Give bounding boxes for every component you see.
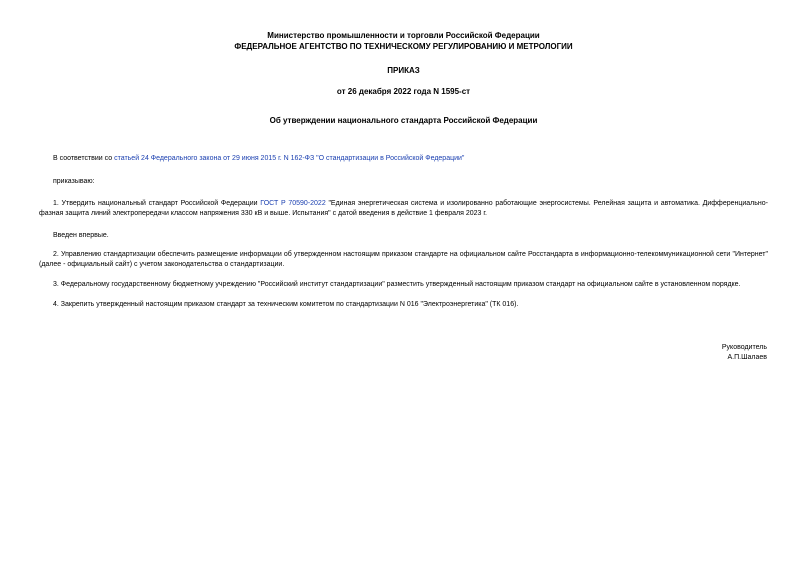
law-link[interactable]: статьей 24 Федерального закона от 29 июня 2015 г. N 162-ФЗ "О стандартизации в Российской Федерации" xyxy=(114,155,465,162)
paragraph-order: приказываю: xyxy=(53,178,95,185)
paragraph-item-3: 3. Федеральному государственному бюджетному учреждению "Российский институт стандартизации" разместить утвержденный настоящим приказом стандарт на официальном сайте в установленном порядке. xyxy=(53,281,741,288)
document-header xyxy=(0,30,807,52)
agency-name: ФЕДЕРАЛЬНОЕ АГЕНТСТВО ПО ТЕХНИЧЕСКОМУ РЕГУЛИРОВАНИЮ И МЕТРОЛОГИИ xyxy=(234,42,573,51)
paragraph-item-4: 4. Закрепить утвержденный настоящим приказом стандарт за техническим комитетом по стандартизации N 016 "Электроэнергетика" (ТК 016). xyxy=(53,301,519,308)
paragraph-item-2: 2. Управлению стандартизации обеспечить размещение информации об утвержденном настоящим приказом стандарте на официальном сайте Росстандарта в информационно-телекоммуникационной сети "Интернет" (далее - официальный сайт) с учетом законодательства о стандартизации. xyxy=(39,251,768,268)
paragraph-item-1 xyxy=(39,199,768,219)
paragraph-basis xyxy=(39,154,768,164)
document-title: Об утверждении национального стандарта Российской Федерации xyxy=(269,116,538,125)
signer-position: Руководитель xyxy=(721,344,767,351)
document-date-number: от 26 декабря 2022 года N 1595-ст xyxy=(336,87,471,96)
ministry-name: Министерство промышленности и торговли Российской Федерации xyxy=(267,31,540,40)
item-1-suffix: "Единая энергетическая система и изолированно работающие энергосистемы. Релейная защита и автоматика. Дифференциально-фазная защита линий электропередачи классом напряжения 330 кВ и выше. Испытания" с датой введения в действие 1 февраля 2023 г. xyxy=(39,200,768,217)
signer-name: А.П.Шалаев xyxy=(727,354,767,361)
paragraph-basis-text: В соответствии со xyxy=(53,155,115,162)
paragraph-introduced: Введен впервые. xyxy=(53,232,109,239)
document-type: ПРИКАЗ xyxy=(387,66,420,75)
signature-block xyxy=(722,343,767,363)
gost-link[interactable]: ГОСТ Р 70590-2022 xyxy=(260,200,326,207)
item-1-prefix: 1. Утвердить национальный стандарт Российской Федерации xyxy=(53,200,261,207)
